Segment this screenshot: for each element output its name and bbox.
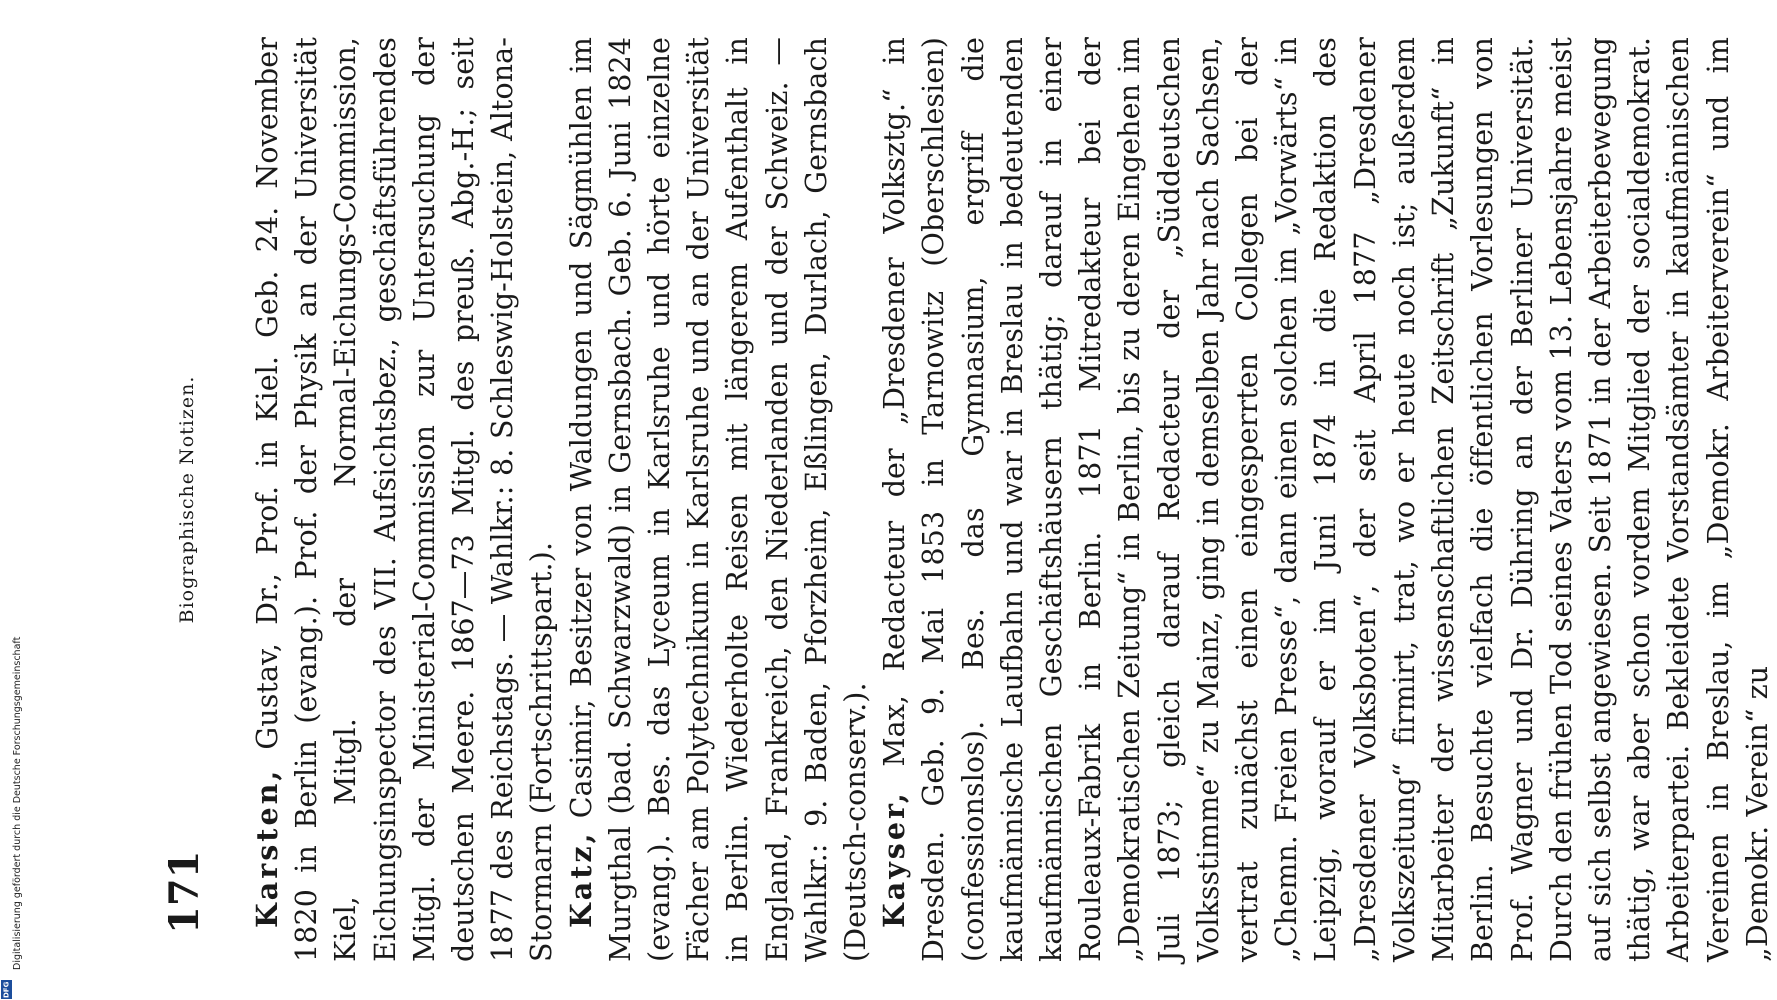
rotated-page-content [161,37,1774,962]
entry-name: Kayser, [877,790,912,928]
running-head [162,37,208,962]
biography-entry [875,37,1777,962]
page-number: 171 [161,850,208,934]
entry-name: Karsten, [250,767,284,928]
biography-entry [562,37,876,962]
dfg-logo: DFG [2,981,11,998]
entry-name: Katz, [563,830,598,928]
biography-entries [248,37,1777,962]
digitization-credit [0,0,23,1000]
entry-text: Gustav, Dr., Prof. in Kiel. Geb. 24. November 1820 in Berlin (evang.). Prof. der Physik an der Universität Kiel, Mitgl. der Normal-Eichungs-Commission, Eichungsinspector des VII. Aufsichtsbez., geschäftsführendes Mitgl. der Ministerial-Commission zur Untersuchung der deutschen Meere. 1867—73 Mitgl. des preuß. Abg.-H.; seit 1877 des Reichstags. — Wahlkr.: 8. Schleswig-Holstein, Altona-Stormarn (Fortschrittspart.). [251,37,559,962]
biography-entry [248,37,562,962]
entry-text: Max, Redacteur der „Dresdener Volksztg.“ in Dresden. Geb. 9. Mai 1853 in Tarnowitz (Oberschlesien) (confessionslos). Bes. das Gymnasium, ergriff die kaufmännische Laufbahn und war in Breslau in bedeutenden kaufmännischen Geschäftshäusern thätig; darauf in einer Rouleaux-Fabrik in Berlin. 1871 Mitredakteur bei der „Demokratischen Zeitung“ in Berlin, bis zu deren Eingehen im Juli 1873; gleich darauf Redacteur der „Süddeutschen Volksstimme“ zu Mainz, ging in demselben Jahr nach Sachsen, vertrat zunächst einen eingesperrten Collegen bei der „Chemn. Freien Presse“, dann einen solchen im „Vorwärts“ in Leipzig, worauf er im Juni 1874 in die Redaktion des „Dresdener Volksboten“, der seit April 1877 „Dresdener Volkszeitung“ firmirt, trat, wo er heute noch ist; außerdem Mitarbeiter der wissenschaftlichen Zeitschrift „Zukunft“ in Berlin. Besuchte vielfach die öffentlichen Vorlesungen von Prof. Wagner und Dr. Dühring an der Berliner Universität. Durch den frühen Tod seines Vaters vom 13. Lebensjahre meist auf sich selbst angewiesen. Seit 1871 in der Arbeiterbewegung thätig, war aber schon vordem Mitglied der socialdemokrat. Arbeiterpartei. Bekleidete Vorstandsämter in kaufmännischen Vereinen in Breslau, im „Demokr. Arbeiterverein“ und im „Demokr. Verein“ zu [878,37,1774,962]
page-title: Biographische Notizen. [176,375,198,624]
entry-text: Casimir, Besitzer von Waldungen und Sägmühlen im Murgthal (bad. Schwarzwald) in Gernsbach. Geb. 6. Juni 1824 (evang.). Bes. das Lyceum in Karlsruhe und hörte einzelne Fächer am Polytechnikum in Karlsruhe und an der Universität in Berlin. Wiederholte Reisen mit längerem Aufenthalt in England, Frankreich, den Niederlanden und der Schweiz. — Wahlkr.: 9. Baden, Pforzheim, Eßlingen, Durlach, Gernsbach (Deutsch-conserv.). [564,37,873,962]
digitization-note: Digitalisierung gefördert durch die Deutsche Forschungsgemeinschaft [12,636,23,970]
